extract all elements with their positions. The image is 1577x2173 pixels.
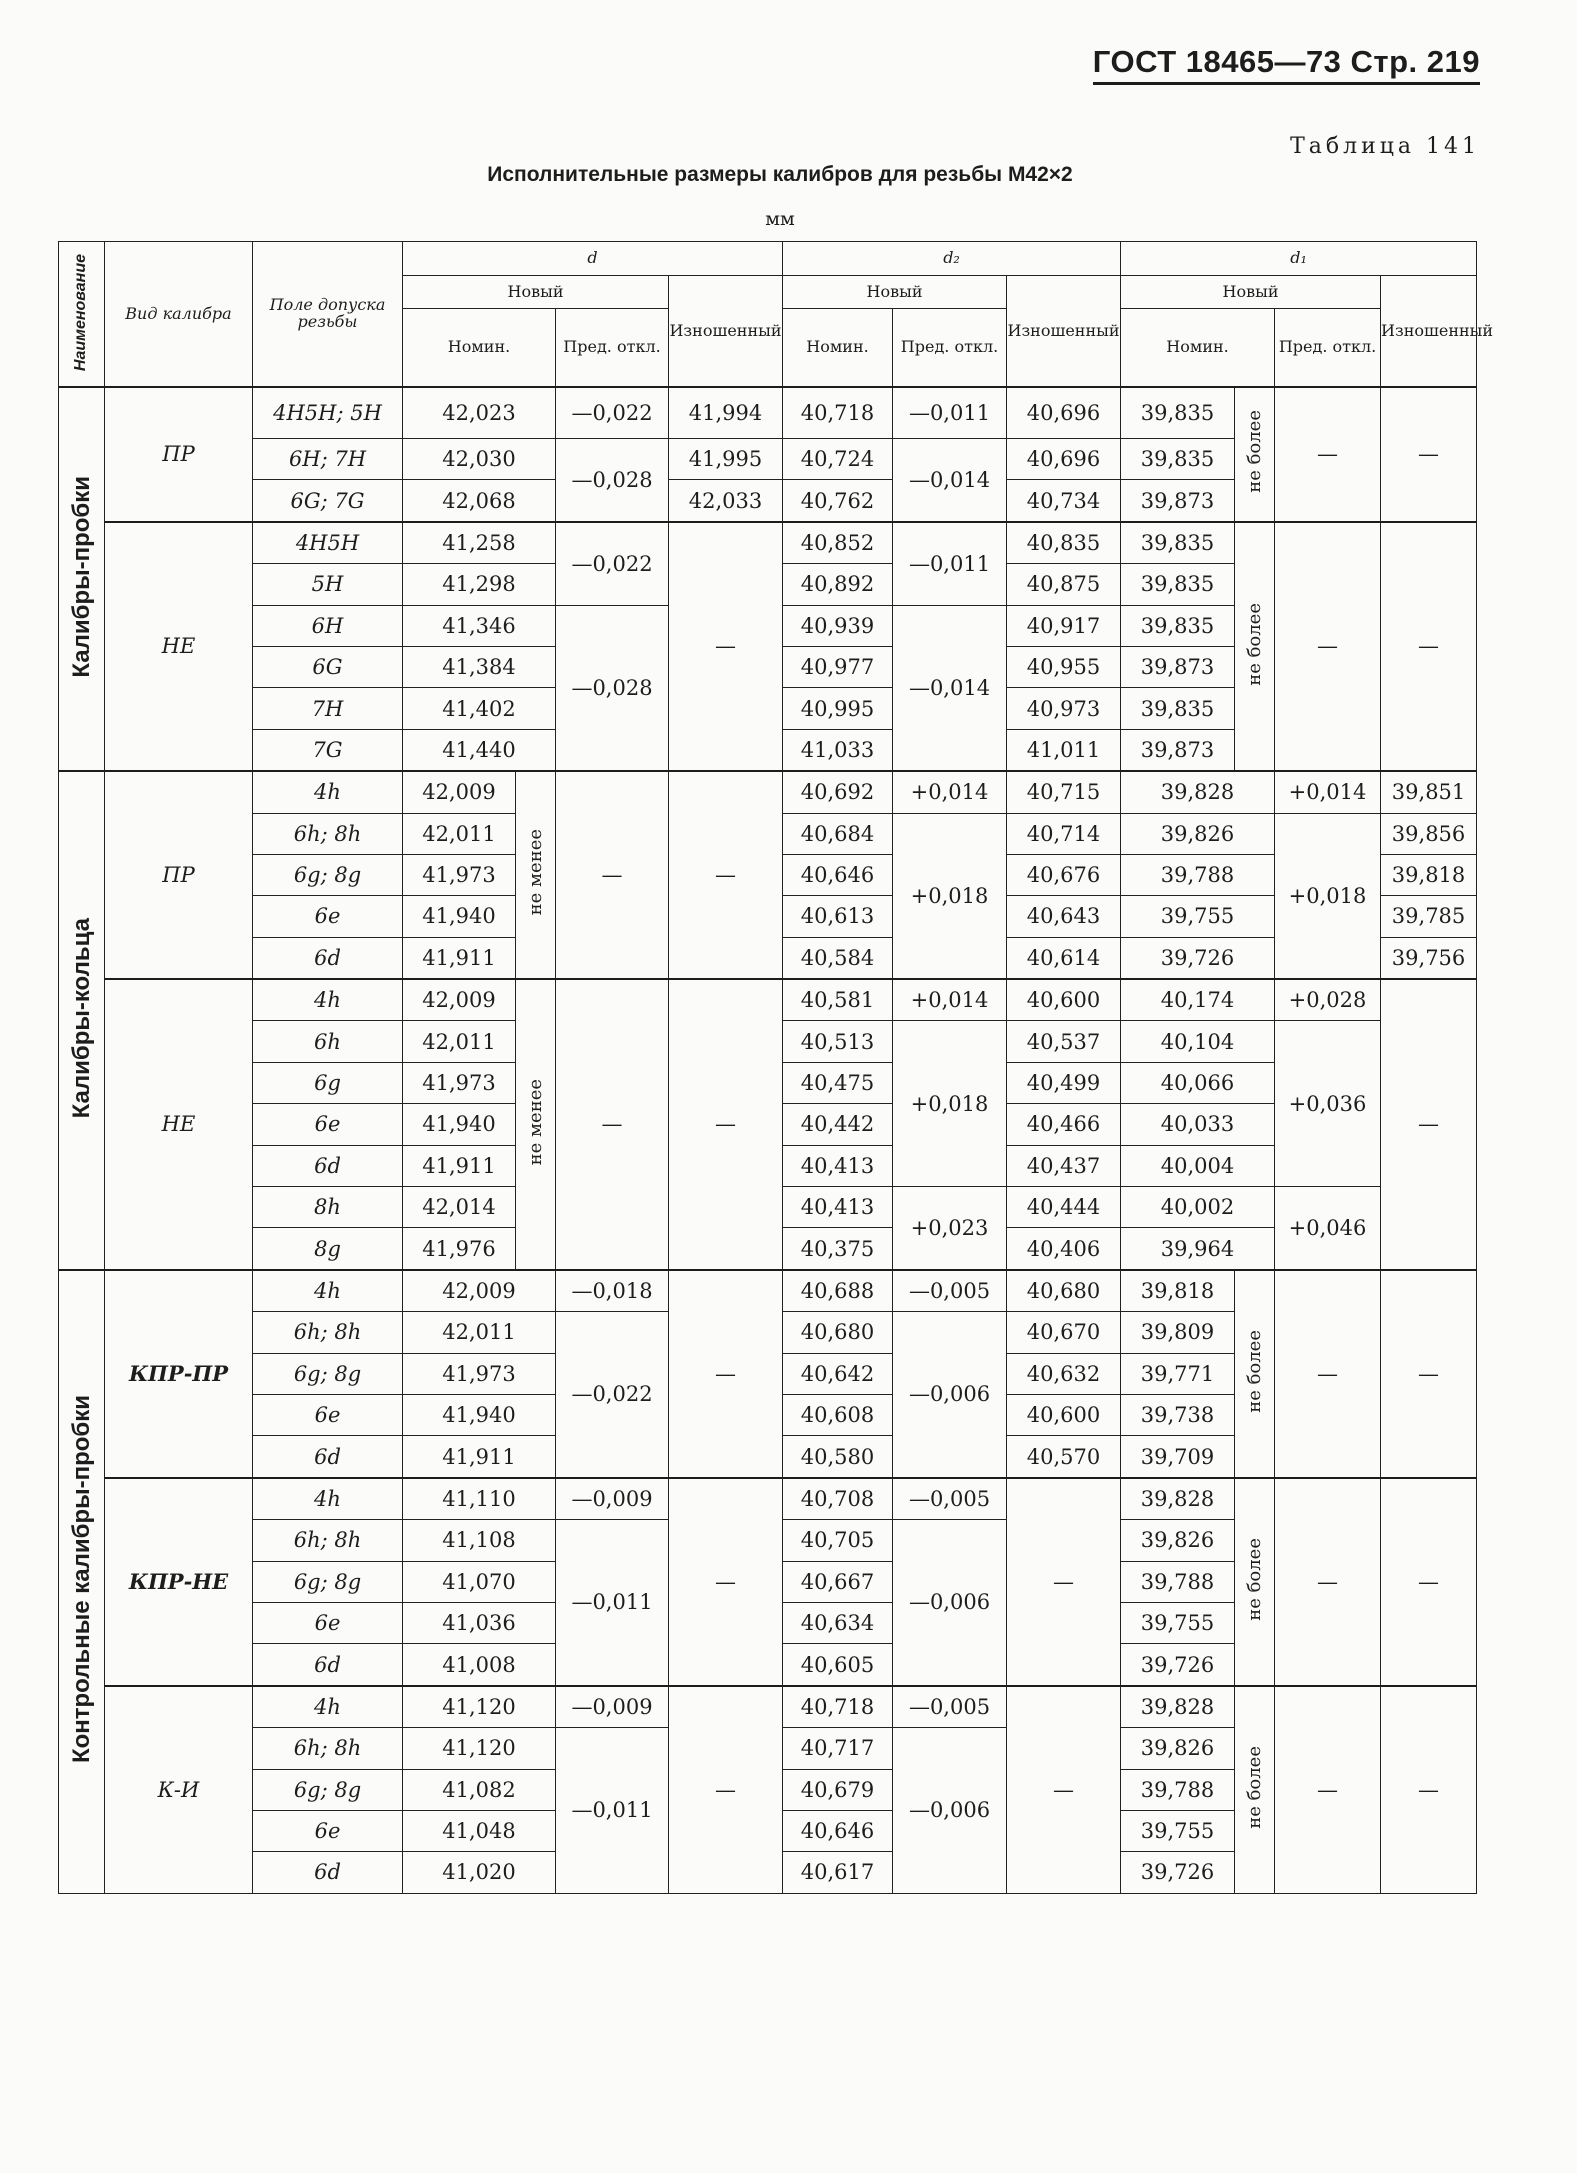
col-name-header: Наименование xyxy=(59,242,105,388)
d1-nominal-cell: 40,104 xyxy=(1121,1021,1275,1062)
d2-worn-cell: 40,444 xyxy=(1007,1187,1121,1228)
d-nominal-cell: 41,082 xyxy=(403,1769,556,1810)
d2-nominal-header: Номин. xyxy=(783,309,893,388)
tolerance-cell: 6e xyxy=(253,1104,403,1145)
d-nominal-cell: 41,911 xyxy=(403,1145,516,1186)
d2-worn-cell: 40,715 xyxy=(1007,771,1121,813)
d-nominal-cell: 41,402 xyxy=(403,688,556,729)
d2-nominal-cell: 40,688 xyxy=(783,1270,893,1312)
tolerance-cell: 6h; 8h xyxy=(253,1520,403,1561)
tolerance-cell: 6e xyxy=(253,1602,403,1643)
d-nominal-cell: 42,030 xyxy=(403,439,556,480)
d1-nominal-cell: 39,738 xyxy=(1121,1394,1235,1435)
tolerance-cell: 4h xyxy=(253,1270,403,1312)
d1-nominal-cell: 39,964 xyxy=(1121,1228,1275,1270)
d1-nominal-cell: 39,873 xyxy=(1121,646,1235,687)
d-nominal-cell: 42,009 xyxy=(403,1270,556,1312)
group-control-plugs: Контрольные калибры-пробки xyxy=(59,1270,105,1893)
d2-worn-cell: 40,680 xyxy=(1007,1270,1121,1312)
table-row xyxy=(59,522,1477,564)
d2-nominal-cell: 40,608 xyxy=(783,1394,893,1435)
d2-deviation-cell: —0,014 xyxy=(893,439,1007,522)
d1-deviation-cell: +0,046 xyxy=(1275,1187,1381,1270)
d2-worn-cell: 40,437 xyxy=(1007,1145,1121,1186)
tolerance-cell: 7Н xyxy=(253,688,403,729)
tolerance-cell: 6d xyxy=(253,1852,403,1893)
d2-nominal-cell: 40,613 xyxy=(783,896,893,937)
d1-nominal-cell: 39,755 xyxy=(1121,1810,1235,1851)
d-nominal-cell: 42,068 xyxy=(403,480,556,522)
kind-cell: НЕ xyxy=(105,522,253,771)
tolerance-cell: 6d xyxy=(253,1436,403,1478)
d1-nominal-cell: 40,066 xyxy=(1121,1062,1275,1103)
d2-nominal-cell: 40,642 xyxy=(783,1353,893,1394)
d1-nominal-cell: 39,726 xyxy=(1121,937,1275,979)
d-nominal-cell: 41,973 xyxy=(403,1353,556,1394)
d1-nominal-cell: 39,835 xyxy=(1121,439,1235,480)
d-nominal-cell: 41,020 xyxy=(403,1852,556,1893)
d2-deviation-cell: —0,011 xyxy=(893,387,1007,439)
tolerance-cell: 8h xyxy=(253,1187,403,1228)
col-tolerance-header: Поле допуска резьбы xyxy=(253,242,403,388)
d-nominal-cell: 41,384 xyxy=(403,646,556,687)
d2-nominal-cell: 40,584 xyxy=(783,937,893,979)
d-nominal-cell: 41,070 xyxy=(403,1561,556,1602)
d2-worn-cell: 40,696 xyxy=(1007,387,1121,439)
tolerance-cell: 6e xyxy=(253,896,403,937)
d1-nominal-cell: 39,818 xyxy=(1121,1270,1235,1312)
tolerance-cell: 6d xyxy=(253,1644,403,1686)
d2-nominal-cell: 40,646 xyxy=(783,854,893,895)
d-deviation-cell: —0,009 xyxy=(556,1686,669,1728)
tolerance-cell: 4Н5Н; 5Н xyxy=(253,387,403,439)
d2-deviation-cell: —0,006 xyxy=(893,1728,1007,1894)
tolerance-cell: 6g; 8g xyxy=(253,854,403,895)
d1-worn-header: Изношенный xyxy=(1381,276,1477,388)
d1-deviation-cell: +0,028 xyxy=(1275,979,1381,1021)
table-row xyxy=(59,387,1477,439)
tolerance-cell: 6G xyxy=(253,646,403,687)
d1-limit-note: не более xyxy=(1235,387,1275,522)
d1-nominal-cell: 39,709 xyxy=(1121,1436,1235,1478)
col-d2-header: d₂ xyxy=(783,242,1121,276)
d2-worn-cell: 40,973 xyxy=(1007,688,1121,729)
tolerance-cell: 6g xyxy=(253,1062,403,1103)
tolerance-cell: 6h; 8h xyxy=(253,1312,403,1353)
d-nominal-cell: 41,298 xyxy=(403,564,556,605)
d-nominal-cell: 41,258 xyxy=(403,522,556,564)
kind-cell: НЕ xyxy=(105,979,253,1270)
d2-nominal-cell: 41,033 xyxy=(783,729,893,771)
d2-nominal-cell: 40,977 xyxy=(783,646,893,687)
d2-nominal-cell: 40,852 xyxy=(783,522,893,564)
d1-nominal-cell: 39,828 xyxy=(1121,1478,1235,1520)
d1-deviation-cell: — xyxy=(1275,1478,1381,1686)
tolerance-cell: 6g; 8g xyxy=(253,1769,403,1810)
d-nominal-cell: 41,036 xyxy=(403,1602,556,1643)
kind-cell: ПР xyxy=(105,771,253,979)
d-worn-cell: — xyxy=(669,1478,783,1686)
d1-nominal-cell: 39,835 xyxy=(1121,564,1235,605)
table-row xyxy=(59,771,1477,813)
d1-nominal-cell: 40,033 xyxy=(1121,1104,1275,1145)
tolerance-cell: 6d xyxy=(253,1145,403,1186)
tolerance-cell: 6e xyxy=(253,1810,403,1851)
d2-worn-cell: 40,466 xyxy=(1007,1104,1121,1145)
d-worn-header: Изношенный xyxy=(669,276,783,388)
d2-nominal-cell: 40,705 xyxy=(783,1520,893,1561)
d1-nominal-cell: 39,826 xyxy=(1121,813,1275,854)
d2-deviation-cell: —0,005 xyxy=(893,1686,1007,1728)
d1-nominal-header: Номин. xyxy=(1121,309,1275,388)
d-nominal-cell: 41,911 xyxy=(403,1436,556,1478)
d-nominal-cell: 41,110 xyxy=(403,1478,556,1520)
d-nominal-cell: 41,940 xyxy=(403,896,516,937)
d1-worn-cell: 39,785 xyxy=(1381,896,1477,937)
d2-deviation-cell: +0,018 xyxy=(893,813,1007,979)
d-nominal-cell: 41,940 xyxy=(403,1104,516,1145)
d1-nominal-cell: 40,002 xyxy=(1121,1187,1275,1228)
tolerance-cell: 6g; 8g xyxy=(253,1561,403,1602)
d1-worn-cell: 39,856 xyxy=(1381,813,1477,854)
d1-nominal-cell: 39,835 xyxy=(1121,387,1235,439)
d2-worn-cell: 40,734 xyxy=(1007,480,1121,522)
d-nominal-cell: 41,911 xyxy=(403,937,516,979)
d2-nominal-cell: 40,442 xyxy=(783,1104,893,1145)
tolerance-cell: 6h xyxy=(253,1021,403,1062)
d-nominal-cell: 41,008 xyxy=(403,1644,556,1686)
d2-worn-header: Изношенный xyxy=(1007,276,1121,388)
kind-cell: ПР xyxy=(105,387,253,522)
d1-nominal-cell: 39,771 xyxy=(1121,1353,1235,1394)
d1-limit-note: не более xyxy=(1235,1478,1275,1686)
d2-deviation-cell: —0,014 xyxy=(893,605,1007,771)
col-d1-header: d₁ xyxy=(1121,242,1477,276)
kind-cell: КПР-НЕ xyxy=(105,1478,253,1686)
d1-worn-cell: 39,818 xyxy=(1381,854,1477,895)
d-new-header: Новый xyxy=(403,276,669,309)
d2-worn-cell: 40,670 xyxy=(1007,1312,1121,1353)
d-deviation-cell: —0,028 xyxy=(556,605,669,771)
d2-deviation-cell: +0,018 xyxy=(893,1021,1007,1187)
d-deviation-cell: —0,011 xyxy=(556,1520,669,1686)
d2-nominal-cell: 40,717 xyxy=(783,1728,893,1769)
d1-deviation-cell: — xyxy=(1275,1270,1381,1478)
d2-worn-cell: 40,600 xyxy=(1007,1394,1121,1435)
d1-nominal-cell: 39,726 xyxy=(1121,1644,1235,1686)
d1-deviation-cell: — xyxy=(1275,522,1381,771)
d2-worn-cell: 40,499 xyxy=(1007,1062,1121,1103)
d1-nominal-cell: 39,809 xyxy=(1121,1312,1235,1353)
d-nominal-cell: 41,120 xyxy=(403,1686,556,1728)
d1-nominal-cell: 39,828 xyxy=(1121,771,1275,813)
d2-worn-cell: 40,714 xyxy=(1007,813,1121,854)
tolerance-cell: 4Н5Н xyxy=(253,522,403,564)
d1-worn-cell: — xyxy=(1381,1270,1477,1478)
d2-worn-cell: 40,406 xyxy=(1007,1228,1121,1270)
d2-deviation-cell: —0,006 xyxy=(893,1520,1007,1686)
d2-deviation-cell: +0,014 xyxy=(893,979,1007,1021)
d1-deviation-cell: +0,036 xyxy=(1275,1021,1381,1187)
d-deviation-cell: —0,028 xyxy=(556,439,669,522)
d-worn-cell: — xyxy=(669,771,783,979)
d1-deviation-cell: +0,014 xyxy=(1275,771,1381,813)
d2-nominal-cell: 40,605 xyxy=(783,1644,893,1686)
tolerance-cell: 5Н xyxy=(253,564,403,605)
tolerance-cell: 4h xyxy=(253,771,403,813)
d-nominal-cell: 42,023 xyxy=(403,387,556,439)
d2-deviation-cell: +0,023 xyxy=(893,1187,1007,1270)
tolerance-cell: 4h xyxy=(253,979,403,1021)
kind-cell: К-И xyxy=(105,1686,253,1893)
table-row xyxy=(59,1270,1477,1312)
d-worn-cell: — xyxy=(669,1686,783,1893)
d-deviation-cell: —0,011 xyxy=(556,1728,669,1894)
units-label: мм xyxy=(765,208,795,230)
d1-deviation-cell: +0,018 xyxy=(1275,813,1381,979)
d1-limit-note: не более xyxy=(1235,1686,1275,1893)
d-deviation-cell: —0,009 xyxy=(556,1478,669,1520)
d2-nominal-cell: 40,680 xyxy=(783,1312,893,1353)
d1-nominal-cell: 39,828 xyxy=(1121,1686,1235,1728)
d1-nominal-cell: 39,826 xyxy=(1121,1520,1235,1561)
d-deviation-cell: —0,018 xyxy=(556,1270,669,1312)
d2-nominal-cell: 40,724 xyxy=(783,439,893,480)
kind-cell: КПР-ПР xyxy=(105,1270,253,1478)
d1-worn-cell: — xyxy=(1381,979,1477,1270)
d2-nominal-cell: 40,692 xyxy=(783,771,893,813)
d2-worn-cell: 41,011 xyxy=(1007,729,1121,771)
d2-deviation-cell: —0,005 xyxy=(893,1270,1007,1312)
d2-nominal-cell: 40,718 xyxy=(783,387,893,439)
d-deviation-cell: —0,022 xyxy=(556,522,669,605)
d1-deviation-cell: — xyxy=(1275,387,1381,522)
d2-nominal-cell: 40,475 xyxy=(783,1062,893,1103)
d2-nominal-cell: 40,708 xyxy=(783,1478,893,1520)
d2-worn-cell: 40,917 xyxy=(1007,605,1121,646)
d2-nominal-cell: 40,646 xyxy=(783,1810,893,1851)
tolerance-cell: 6g; 8g xyxy=(253,1353,403,1394)
d-nominal-cell: 42,009 xyxy=(403,771,516,813)
d1-new-header: Новый xyxy=(1121,276,1381,309)
tolerance-cell: 6h; 8h xyxy=(253,1728,403,1769)
d2-deviation-cell: —0,011 xyxy=(893,522,1007,605)
tolerance-cell: 6e xyxy=(253,1394,403,1435)
d-nominal-cell: 42,009 xyxy=(403,979,516,1021)
tolerance-cell: 6G; 7G xyxy=(253,480,403,522)
d2-worn-cell: — xyxy=(1007,1478,1121,1686)
group-plugs: Калибры-пробки xyxy=(59,387,105,771)
d1-nominal-cell: 39,835 xyxy=(1121,605,1235,646)
tolerance-cell: 7G xyxy=(253,729,403,771)
d2-nominal-cell: 40,939 xyxy=(783,605,893,646)
d2-nominal-cell: 40,513 xyxy=(783,1021,893,1062)
d-nominal-cell: 42,014 xyxy=(403,1187,516,1228)
d2-nominal-cell: 40,580 xyxy=(783,1436,893,1478)
tolerance-cell: 6h; 8h xyxy=(253,813,403,854)
d2-nominal-cell: 40,617 xyxy=(783,1852,893,1893)
d-nominal-cell: 41,440 xyxy=(403,729,556,771)
d2-worn-cell: 40,835 xyxy=(1007,522,1121,564)
table-title: Исполнительные размеры калибров для резьбы М42×2 xyxy=(487,163,1073,186)
d-deviation-cell: — xyxy=(556,771,669,979)
d1-nominal-cell: 39,755 xyxy=(1121,896,1275,937)
d-nominal-cell: 42,011 xyxy=(403,813,516,854)
d1-nominal-cell: 39,873 xyxy=(1121,729,1235,771)
d2-nominal-cell: 40,667 xyxy=(783,1561,893,1602)
d1-worn-cell: — xyxy=(1381,1686,1477,1893)
table-row xyxy=(59,1686,1477,1728)
d2-nominal-cell: 40,892 xyxy=(783,564,893,605)
d-nominal-cell: 42,011 xyxy=(403,1021,516,1062)
gauge-dimensions-table xyxy=(58,241,1494,1894)
d2-worn-cell: 40,632 xyxy=(1007,1353,1121,1394)
d2-worn-cell: 40,643 xyxy=(1007,896,1121,937)
d-nominal-cell: 41,048 xyxy=(403,1810,556,1851)
d-limit-note: не менее xyxy=(516,979,556,1270)
d1-nominal-cell: 39,755 xyxy=(1121,1602,1235,1643)
d-limit-note: не менее xyxy=(516,771,556,979)
d-nominal-cell: 41,120 xyxy=(403,1728,556,1769)
d-nominal-cell: 41,973 xyxy=(403,854,516,895)
d-worn-cell: — xyxy=(669,1270,783,1478)
d2-deviation-cell: +0,014 xyxy=(893,771,1007,813)
d-nominal-header: Номин. xyxy=(403,309,556,388)
d1-nominal-cell: 39,726 xyxy=(1121,1852,1235,1893)
d2-deviation-cell: —0,006 xyxy=(893,1312,1007,1478)
col-d-header: d xyxy=(403,242,783,276)
d2-nominal-cell: 40,581 xyxy=(783,979,893,1021)
table-number: Таблица 141 xyxy=(1290,134,1480,159)
d1-worn-cell: — xyxy=(1381,1478,1477,1686)
d2-worn-cell: 40,955 xyxy=(1007,646,1121,687)
tolerance-cell: 4h xyxy=(253,1686,403,1728)
d-worn-cell: 41,995 xyxy=(669,439,783,480)
d1-nominal-cell: 39,873 xyxy=(1121,480,1235,522)
d-nominal-cell: 41,940 xyxy=(403,1394,556,1435)
d-deviation-cell: —0,022 xyxy=(556,1312,669,1478)
d1-deviation-header: Пред. откл. xyxy=(1275,309,1381,388)
table-row xyxy=(59,979,1477,1021)
d-deviation-cell: — xyxy=(556,979,669,1270)
tolerance-cell: 4h xyxy=(253,1478,403,1520)
d-nominal-cell: 41,346 xyxy=(403,605,556,646)
col-kind-header: Вид калибра xyxy=(105,242,253,388)
d-nominal-cell: 42,011 xyxy=(403,1312,556,1353)
d1-worn-cell: — xyxy=(1381,387,1477,522)
tolerance-cell: 8g xyxy=(253,1228,403,1270)
d1-limit-note: не более xyxy=(1235,522,1275,771)
d-worn-cell: 42,033 xyxy=(669,480,783,522)
d2-nominal-cell: 40,684 xyxy=(783,813,893,854)
d-deviation-cell: —0,022 xyxy=(556,387,669,439)
d2-worn-cell: 40,676 xyxy=(1007,854,1121,895)
d2-nominal-cell: 40,413 xyxy=(783,1145,893,1186)
tolerance-cell: 6Н xyxy=(253,605,403,646)
d2-worn-cell: — xyxy=(1007,1686,1121,1893)
d1-limit-note: не более xyxy=(1235,1270,1275,1478)
d2-worn-cell: 40,570 xyxy=(1007,1436,1121,1478)
d-deviation-header: Пред. откл. xyxy=(556,309,669,388)
d2-deviation-header: Пред. откл. xyxy=(893,309,1007,388)
d1-worn-cell: 39,756 xyxy=(1381,937,1477,979)
d2-nominal-cell: 40,413 xyxy=(783,1187,893,1228)
d2-worn-cell: 40,696 xyxy=(1007,439,1121,480)
d1-worn-cell: 39,851 xyxy=(1381,771,1477,813)
d1-worn-cell: — xyxy=(1381,522,1477,771)
d-nominal-cell: 41,973 xyxy=(403,1062,516,1103)
d2-worn-cell: 40,537 xyxy=(1007,1021,1121,1062)
d2-nominal-cell: 40,375 xyxy=(783,1228,893,1270)
d2-nominal-cell: 40,679 xyxy=(783,1769,893,1810)
d1-deviation-cell: — xyxy=(1275,1686,1381,1893)
d1-nominal-cell: 39,826 xyxy=(1121,1728,1235,1769)
d1-nominal-cell: 40,174 xyxy=(1121,979,1275,1021)
d2-new-header: Новый xyxy=(783,276,1007,309)
d1-nominal-cell: 40,004 xyxy=(1121,1145,1275,1186)
d2-worn-cell: 40,614 xyxy=(1007,937,1121,979)
d-nominal-cell: 41,108 xyxy=(403,1520,556,1561)
d2-nominal-cell: 40,634 xyxy=(783,1602,893,1643)
d2-deviation-cell: —0,005 xyxy=(893,1478,1007,1520)
group-rings: Калибры-кольца xyxy=(59,771,105,1270)
d1-nominal-cell: 39,788 xyxy=(1121,1769,1235,1810)
d2-worn-cell: 40,875 xyxy=(1007,564,1121,605)
d2-worn-cell: 40,600 xyxy=(1007,979,1121,1021)
d1-nominal-cell: 39,788 xyxy=(1121,1561,1235,1602)
tolerance-cell: 6d xyxy=(253,937,403,979)
d-nominal-cell: 41,976 xyxy=(403,1228,516,1270)
d2-nominal-cell: 40,718 xyxy=(783,1686,893,1728)
d1-nominal-cell: 39,835 xyxy=(1121,688,1235,729)
d-worn-cell: — xyxy=(669,522,783,771)
page-header: ГОСТ 18465—73 Стр. 219 xyxy=(1093,44,1480,85)
tolerance-cell: 6Н; 7Н xyxy=(253,439,403,480)
d-worn-cell: — xyxy=(669,979,783,1270)
d1-nominal-cell: 39,835 xyxy=(1121,522,1235,564)
d2-nominal-cell: 40,762 xyxy=(783,480,893,522)
d1-nominal-cell: 39,788 xyxy=(1121,854,1275,895)
d-worn-cell: 41,994 xyxy=(669,387,783,439)
table-row xyxy=(59,1478,1477,1520)
d2-nominal-cell: 40,995 xyxy=(783,688,893,729)
